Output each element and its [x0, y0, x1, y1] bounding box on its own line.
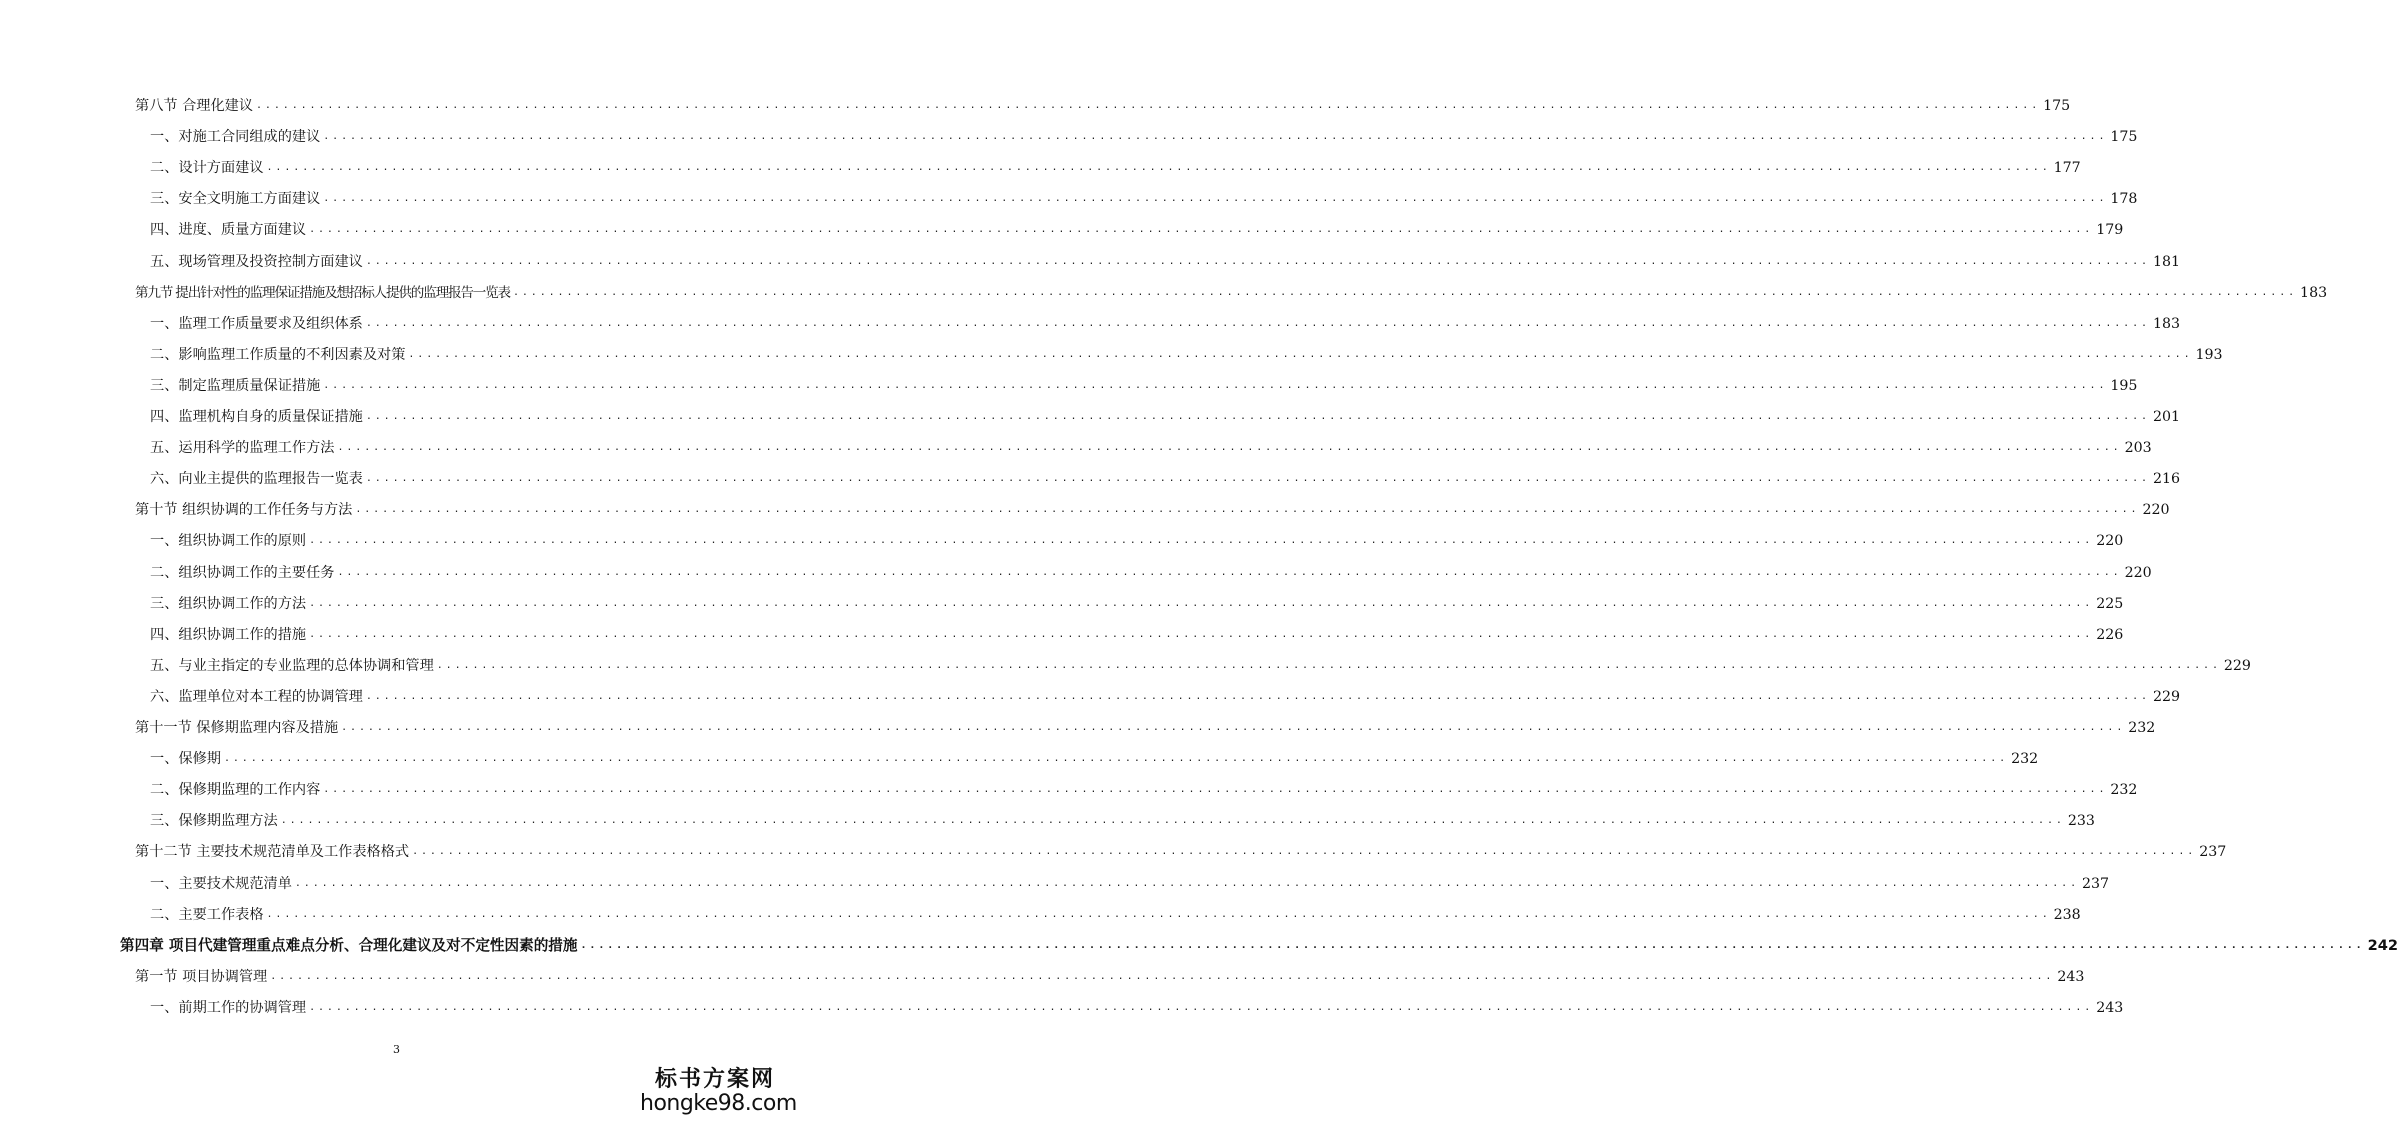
- toc-dot-leader: ........................................................................................................................................................................................................: [408, 348, 2193, 360]
- toc-entry-page: 237: [2199, 844, 2227, 861]
- toc-entry-page: 175: [2043, 98, 2071, 114]
- toc-entry-label: 一、前期工作的协调管理: [150, 999, 307, 1016]
- toc-entry-page: 220: [2096, 533, 2124, 550]
- toc-dot-leader: ........................................................................................................................................................................................................: [323, 784, 2108, 796]
- toc-entry: [0, 529, 2124, 553]
- toc-dot-leader: ........................................................................................................................................................................................................: [580, 939, 2365, 951]
- toc-dot-leader: ........................................................................................................................................................................................................: [294, 877, 2079, 889]
- toc-entry: [0, 778, 2138, 802]
- toc-entry: [0, 747, 2039, 771]
- toc-entry-page: 238: [2053, 906, 2081, 923]
- toc-entry-page: 243: [2057, 968, 2085, 985]
- toc-dot-leader: ........................................................................................................................................................................................................: [337, 442, 2122, 454]
- toc-entry: [0, 685, 2181, 709]
- toc-dot-leader: ........................................................................................................................................................................................................: [412, 846, 2197, 858]
- toc-entry: [0, 156, 2081, 180]
- toc-entry-label: 五、现场管理及投资控制方面建议: [150, 253, 363, 270]
- toc-dot-leader: ........................................................................................................................................................................................................: [309, 597, 2094, 609]
- toc-entry-page: 220: [2124, 564, 2152, 581]
- toc-entry-page: 229: [2152, 688, 2181, 705]
- toc-entry-label: 三、保修期监理方法: [150, 813, 278, 830]
- toc-entry-label: 第十一节 保修期监理内容及措施: [135, 720, 339, 736]
- toc-entry-page: 203: [2124, 440, 2152, 457]
- toc-entry-page: 183: [2300, 284, 2328, 301]
- toc-dot-leader: ........................................................................................................................................................................................................: [309, 535, 2094, 547]
- toc-entry-label: 第十节 组织协调的工作任务与方法: [135, 502, 353, 519]
- toc-entry-label: 四、组织协调工作的措施: [150, 626, 307, 643]
- toc-entry-label: 一、主要技术规范清单: [150, 875, 292, 892]
- toc-entry: [0, 716, 2156, 740]
- toc-entry-page: 229: [2223, 657, 2251, 674]
- toc-entry-page: 177: [2053, 160, 2081, 177]
- toc-entry: [0, 281, 2328, 305]
- toc-entry-label: 二、设计方面建议: [150, 160, 264, 177]
- toc-dot-leader: ........................................................................................................................................................................................................: [280, 815, 2065, 827]
- toc-entry-label: 三、组织协调工作的方法: [150, 595, 307, 612]
- toc-dot-leader: ........................................................................................................................................................................................................: [365, 473, 2150, 485]
- toc-entry-page: 232: [2011, 751, 2039, 768]
- toc-entry-label: 第八节 合理化建议: [135, 98, 254, 114]
- watermark-url: hongke98.com: [640, 1091, 797, 1116]
- toc-entry: [0, 840, 2227, 864]
- toc-entry: [0, 654, 2251, 678]
- toc-entry-label: 一、监理工作质量要求及组织体系: [150, 315, 363, 332]
- toc-entry-page: 225: [2096, 595, 2124, 612]
- toc-dot-leader: ........................................................................................................................................................................................................: [355, 504, 2140, 516]
- toc-dot-leader: ........................................................................................................................................................................................................: [323, 379, 2108, 391]
- toc-entry-page: 226: [2096, 626, 2124, 643]
- toc-entry: [0, 467, 2181, 491]
- toc-entry-label: 一、保修期: [150, 751, 221, 768]
- toc-entry-page: 179: [2096, 222, 2124, 239]
- toc-entry: [0, 250, 2181, 274]
- toc-entry-label: 五、与业主指定的专业监理的总体协调和管理: [150, 657, 434, 674]
- toc-entry: [0, 218, 2124, 242]
- toc-dot-leader: ........................................................................................................................................................................................................: [323, 193, 2108, 205]
- toc-entry: [0, 809, 2095, 833]
- toc-entry-page: 181: [2152, 253, 2181, 270]
- toc-entry-label: 二、组织协调工作的主要任务: [150, 564, 335, 581]
- toc-entry-page: 232: [2110, 782, 2138, 799]
- toc-entry: [0, 872, 2110, 896]
- toc-dot-leader: ........................................................................................................................................................................................................: [266, 162, 2051, 174]
- toc-dot-leader: ........................................................................................................................................................................................................: [309, 1001, 2094, 1013]
- toc-entry-label: 第九节 提出针对性的监理保证措施及想招标人提供的监理报告一览表: [135, 284, 510, 301]
- toc-entry-label: 三、安全文明施工方面建议: [150, 191, 321, 208]
- toc-entry: [0, 965, 2085, 989]
- toc-entry-page: 243: [2096, 999, 2124, 1016]
- toc-entry: [0, 405, 2181, 429]
- toc-entry-page: 216: [2152, 471, 2181, 488]
- toc-dot-leader: ........................................................................................................................................................................................................: [341, 722, 2126, 733]
- toc-entry-page: 237: [2082, 875, 2110, 892]
- toc-entry-label: 四、进度、质量方面建议: [150, 222, 307, 239]
- toc-entry-label: 第四章 项目代建管理重点难点分析、合理化建议及对不定性因素的措施: [120, 936, 578, 954]
- toc-entry-label: 一、对施工合同组成的建议: [150, 129, 321, 146]
- toc-entry: [0, 623, 2124, 647]
- toc-entry-page: 242: [2367, 936, 2398, 954]
- toc-dot-leader: ........................................................................................................................................................................................................: [223, 753, 2009, 765]
- toc-entry-label: 四、监理机构自身的质量保证措施: [150, 409, 363, 425]
- toc-entry: [0, 187, 2138, 211]
- toc-dot-leader: ........................................................................................................................................................................................................: [270, 970, 2055, 982]
- toc-entry: [0, 343, 2223, 367]
- toc-entry: [0, 312, 2181, 336]
- toc-entry: [0, 125, 2138, 149]
- toc-entry-label: 六、监理单位对本工程的协调管理: [150, 688, 363, 705]
- toc-entry-label: 一、组织协调工作的原则: [150, 533, 307, 550]
- toc-dot-leader: ........................................................................................................................................................................................................: [365, 255, 2150, 267]
- toc-entry-page: 220: [2142, 502, 2170, 519]
- toc-dot-leader: ........................................................................................................................................................................................................: [337, 566, 2122, 578]
- toc-dot-leader: ........................................................................................................................................................................................................: [436, 659, 2221, 671]
- site-watermark: [640, 1066, 797, 1116]
- toc-entry: [0, 561, 2152, 585]
- toc-entry-label: 二、保修期监理的工作内容: [150, 782, 321, 799]
- toc-entry: [0, 94, 2071, 118]
- toc-entry: [0, 436, 2152, 460]
- watermark-chinese: 标书方案网: [654, 1066, 775, 1092]
- toc-entry: [0, 934, 2398, 958]
- page-number: 3: [393, 1043, 400, 1056]
- toc-entry-page: 195: [2110, 377, 2138, 394]
- toc-entry-page: 232: [2128, 720, 2156, 736]
- toc-entry-label: 二、主要工作表格: [150, 906, 264, 923]
- toc-entry-label: 第十二节 主要技术规范清单及工作表格格式: [135, 844, 410, 861]
- toc-entry-page: 178: [2110, 191, 2138, 208]
- toc-dot-leader: ........................................................................................................................................................................................................: [323, 131, 2108, 143]
- toc-entry-label: 第一节 项目协调管理: [135, 968, 268, 985]
- toc-entry-label: 二、影响监理工作质量的不利因素及对策: [150, 346, 406, 363]
- toc-entry: [0, 374, 2138, 398]
- toc-dot-leader: ........................................................................................................................................................................................................: [266, 908, 2051, 920]
- toc-entry: [0, 592, 2124, 616]
- toc-dot-leader: ........................................................................................................................................................................................................: [365, 317, 2150, 329]
- toc-entry-label: 三、制定监理质量保证措施: [150, 377, 321, 394]
- toc-entry: [0, 903, 2081, 927]
- toc-entry: [0, 498, 2170, 522]
- toc-dot-leader: ........................................................................................................................................................................................................: [309, 224, 2094, 236]
- toc-dot-leader: ........................................................................................................................................................................................................: [256, 100, 2041, 111]
- toc-entry-page: 193: [2195, 346, 2223, 363]
- toc-dot-leader: ........................................................................................................................................................................................................: [512, 286, 2298, 298]
- toc-entry-page: 201: [2152, 409, 2181, 425]
- toc-dot-leader: ........................................................................................................................................................................................................: [365, 690, 2150, 702]
- toc-entry-page: 183: [2152, 315, 2181, 332]
- toc-entry-label: 六、向业主提供的监理报告一览表: [150, 471, 363, 488]
- toc-entry-page: 233: [2067, 813, 2095, 830]
- toc-entry: [0, 996, 2124, 1020]
- toc-entry-page: 175: [2110, 129, 2138, 146]
- toc-entry-label: 五、运用科学的监理工作方法: [150, 440, 335, 457]
- toc-dot-leader: ........................................................................................................................................................................................................: [365, 411, 2150, 422]
- toc-dot-leader: ........................................................................................................................................................................................................: [309, 628, 2094, 640]
